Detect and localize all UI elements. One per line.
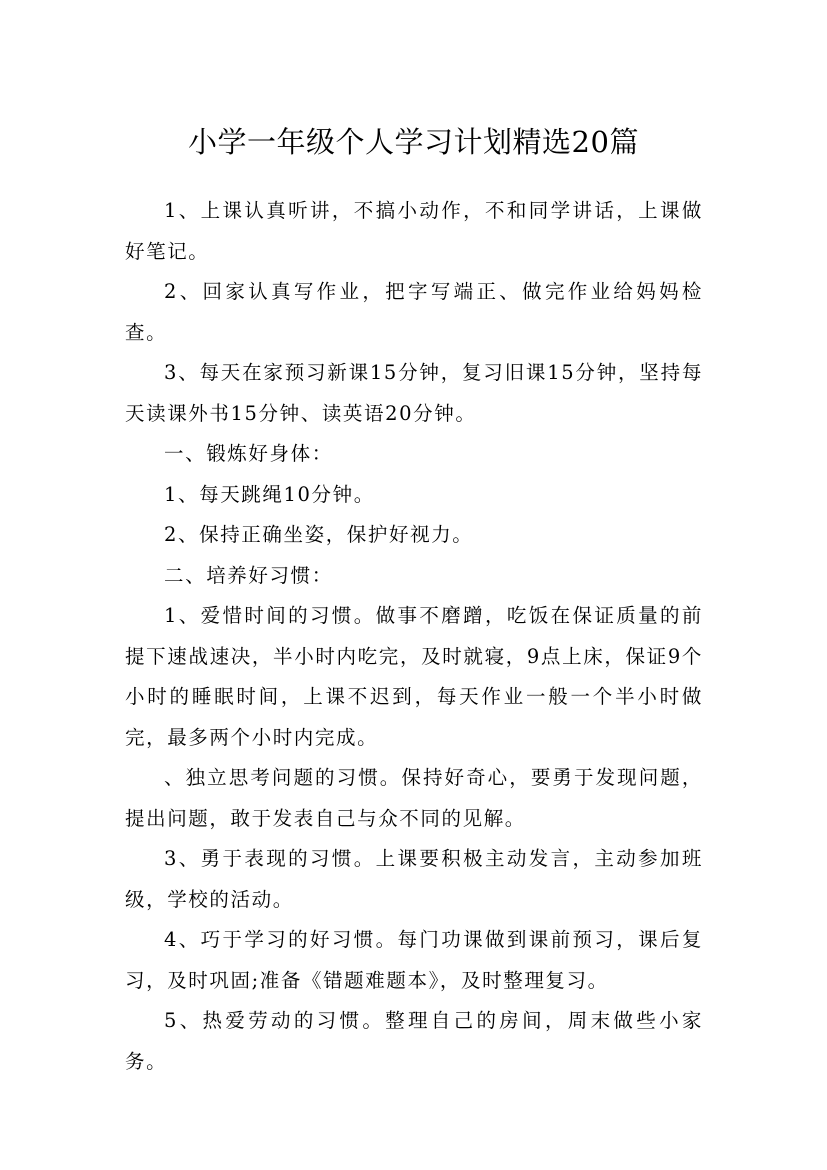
document-body — [125, 191, 703, 1082]
paragraph-time-habit: 1、爱惜时间的习惯。做事不磨蹭，吃饭在保证质量的前提下速战速决，半小时内吃完，及时就寝，9点上床，保证9个小时的睡眠时间，上课不迟到，每天作业一般一个半小时做完，最多两个小时内完成。 — [125, 604, 703, 749]
paragraph-expression-habit: 3、勇于表现的习惯。上课要积极主动发言，主动参加班级，学校的活动。 — [125, 847, 703, 911]
paragraph-2: 2、回家认真写作业，把字写端正、做完作业给妈妈检查。 — [125, 280, 703, 344]
paragraph-3: 3、每天在家预习新课15分钟，复习旧课15分钟，坚持每天读课外书15分钟、读英语20分钟。 — [125, 361, 703, 425]
section-heading-habits: 二、培养好习惯： — [164, 563, 333, 587]
paragraph-thinking-habit: 、独立思考问题的习惯。保持好奇心，要勇于发现问题，提出问题，敢于发表自己与众不同的见解。 — [125, 766, 703, 830]
paragraph-jump-rope: 1、每天跳绳10分钟。 — [164, 482, 375, 506]
paragraph-1: 1、上课认真听讲，不搞小动作，不和同学讲话，上课做好笔记。 — [125, 199, 703, 263]
document-title: 小学一年级个人学习计划精选20篇 — [188, 125, 639, 160]
paragraph-labor-habit: 5、热爱劳动的习惯。整理自己的房间，周末做些小家务。 — [125, 1009, 703, 1073]
paragraph-study-habit: 4、巧于学习的好习惯。每门功课做到课前预习，课后复习，及时巩固;准备《错题难题本》，及时整理复习。 — [125, 928, 703, 992]
paragraph-posture: 2、保持正确坐姿，保护好视力。 — [164, 523, 474, 546]
section-heading-exercise: 一、锻炼好身体： — [164, 442, 333, 465]
